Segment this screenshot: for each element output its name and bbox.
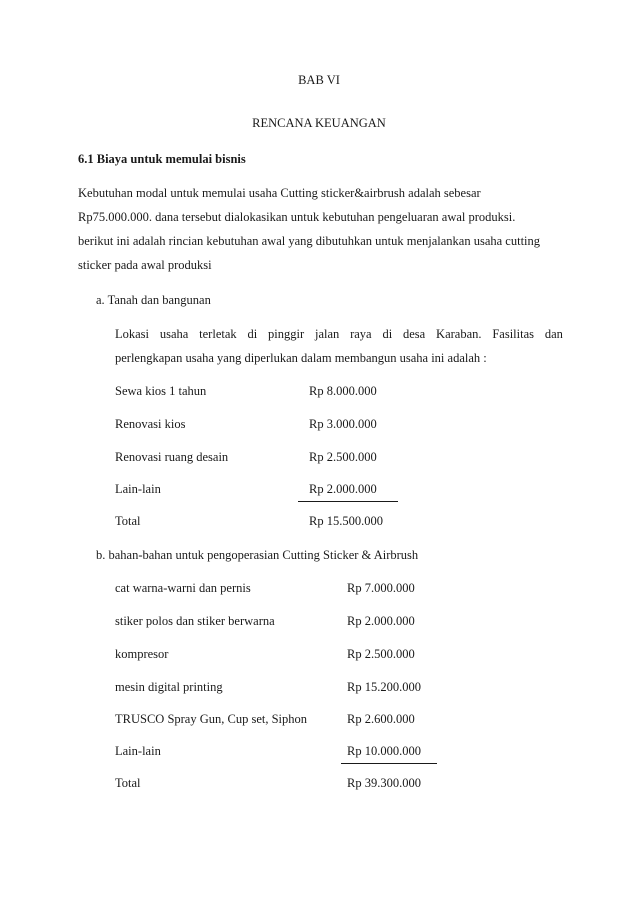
section-b-item-amount: Rp 2.600.000 [347,712,415,726]
section-b-item-label: TRUSCO Spray Gun, Cup set, Siphon [115,712,308,726]
word: jalan [314,327,340,341]
word: dan [544,327,563,341]
section-a-sum-rule [298,501,398,502]
intro-line-3: berikut ini adalah rincian kebutuhan awal yang dibutuhkan untuk menjalankan usaha cutting [78,234,541,248]
intro-line-4: sticker pada awal produksi [78,258,212,272]
section-a-item-label: Renovasi kios [115,417,186,431]
section-b-item-label: cat warna-warni dan pernis [115,581,251,595]
word: Karaban. [436,327,482,341]
section-a-heading: a. Tanah dan bangunan [96,293,211,307]
section-b-item-amount: Rp 15.200.000 [347,680,421,694]
section-a-desc-line-1 [115,327,563,342]
section-b-item-amount: Rp 2.500.000 [347,647,415,661]
word: pinggir [268,327,305,341]
section-b-total-label: Total [115,776,141,790]
section-a-total-amount: Rp 15.500.000 [309,514,383,528]
section-b-total-amount: Rp 39.300.000 [347,776,421,790]
chapter-title: RENCANA KEUANGAN [252,116,386,130]
section-b-item-amount: Rp 2.000.000 [347,614,415,628]
section-b-item-amount: Rp 7.000.000 [347,581,415,595]
word: desa [403,327,426,341]
word: di [247,327,258,341]
section-b-item-label: mesin digital printing [115,680,223,694]
section-a-item-label: Lain-lain [115,482,161,496]
chapter-heading: BAB VI [298,73,340,87]
section-a-item-amount: Rp 2.000.000 [309,482,377,496]
section-b-item-label: kompresor [115,647,169,661]
word: di [382,327,393,341]
section-heading: 6.1 Biaya untuk memulai bisnis [78,152,246,166]
word: Lokasi [115,327,150,341]
intro-line-1: Kebutuhan modal untuk memulai usaha Cutting sticker&airbrush adalah sebesar [78,186,481,200]
section-a-total-label: Total [115,514,141,528]
section-b-item-amount: Rp 10.000.000 [347,744,421,758]
section-a-item-amount: Rp 2.500.000 [309,450,377,464]
section-a-item-label: Sewa kios 1 tahun [115,384,207,398]
section-a-item-amount: Rp 8.000.000 [309,384,377,398]
section-a-item-amount: Rp 3.000.000 [309,417,377,431]
word: usaha [159,327,189,341]
section-b-item-label: Lain-lain [115,744,161,758]
word: Fasilitas [492,327,535,341]
section-b-heading: b. bahan-bahan untuk pengoperasian Cutting Sticker & Airbrush [96,548,419,562]
intro-line-2: Rp75.000.000. dana tersebut dialokasikan untuk kebutuhan pengeluaran awal produksi. [78,210,516,224]
section-a-desc-line-2: perlengkapan usaha yang diperlukan dalam membangun usaha ini adalah : [115,351,487,365]
section-b-item-label: stiker polos dan stiker berwarna [115,614,275,628]
word: terletak [199,327,237,341]
section-b-sum-rule [341,763,437,764]
word: raya [350,327,372,341]
section-a-item-label: Renovasi ruang desain [115,450,229,464]
